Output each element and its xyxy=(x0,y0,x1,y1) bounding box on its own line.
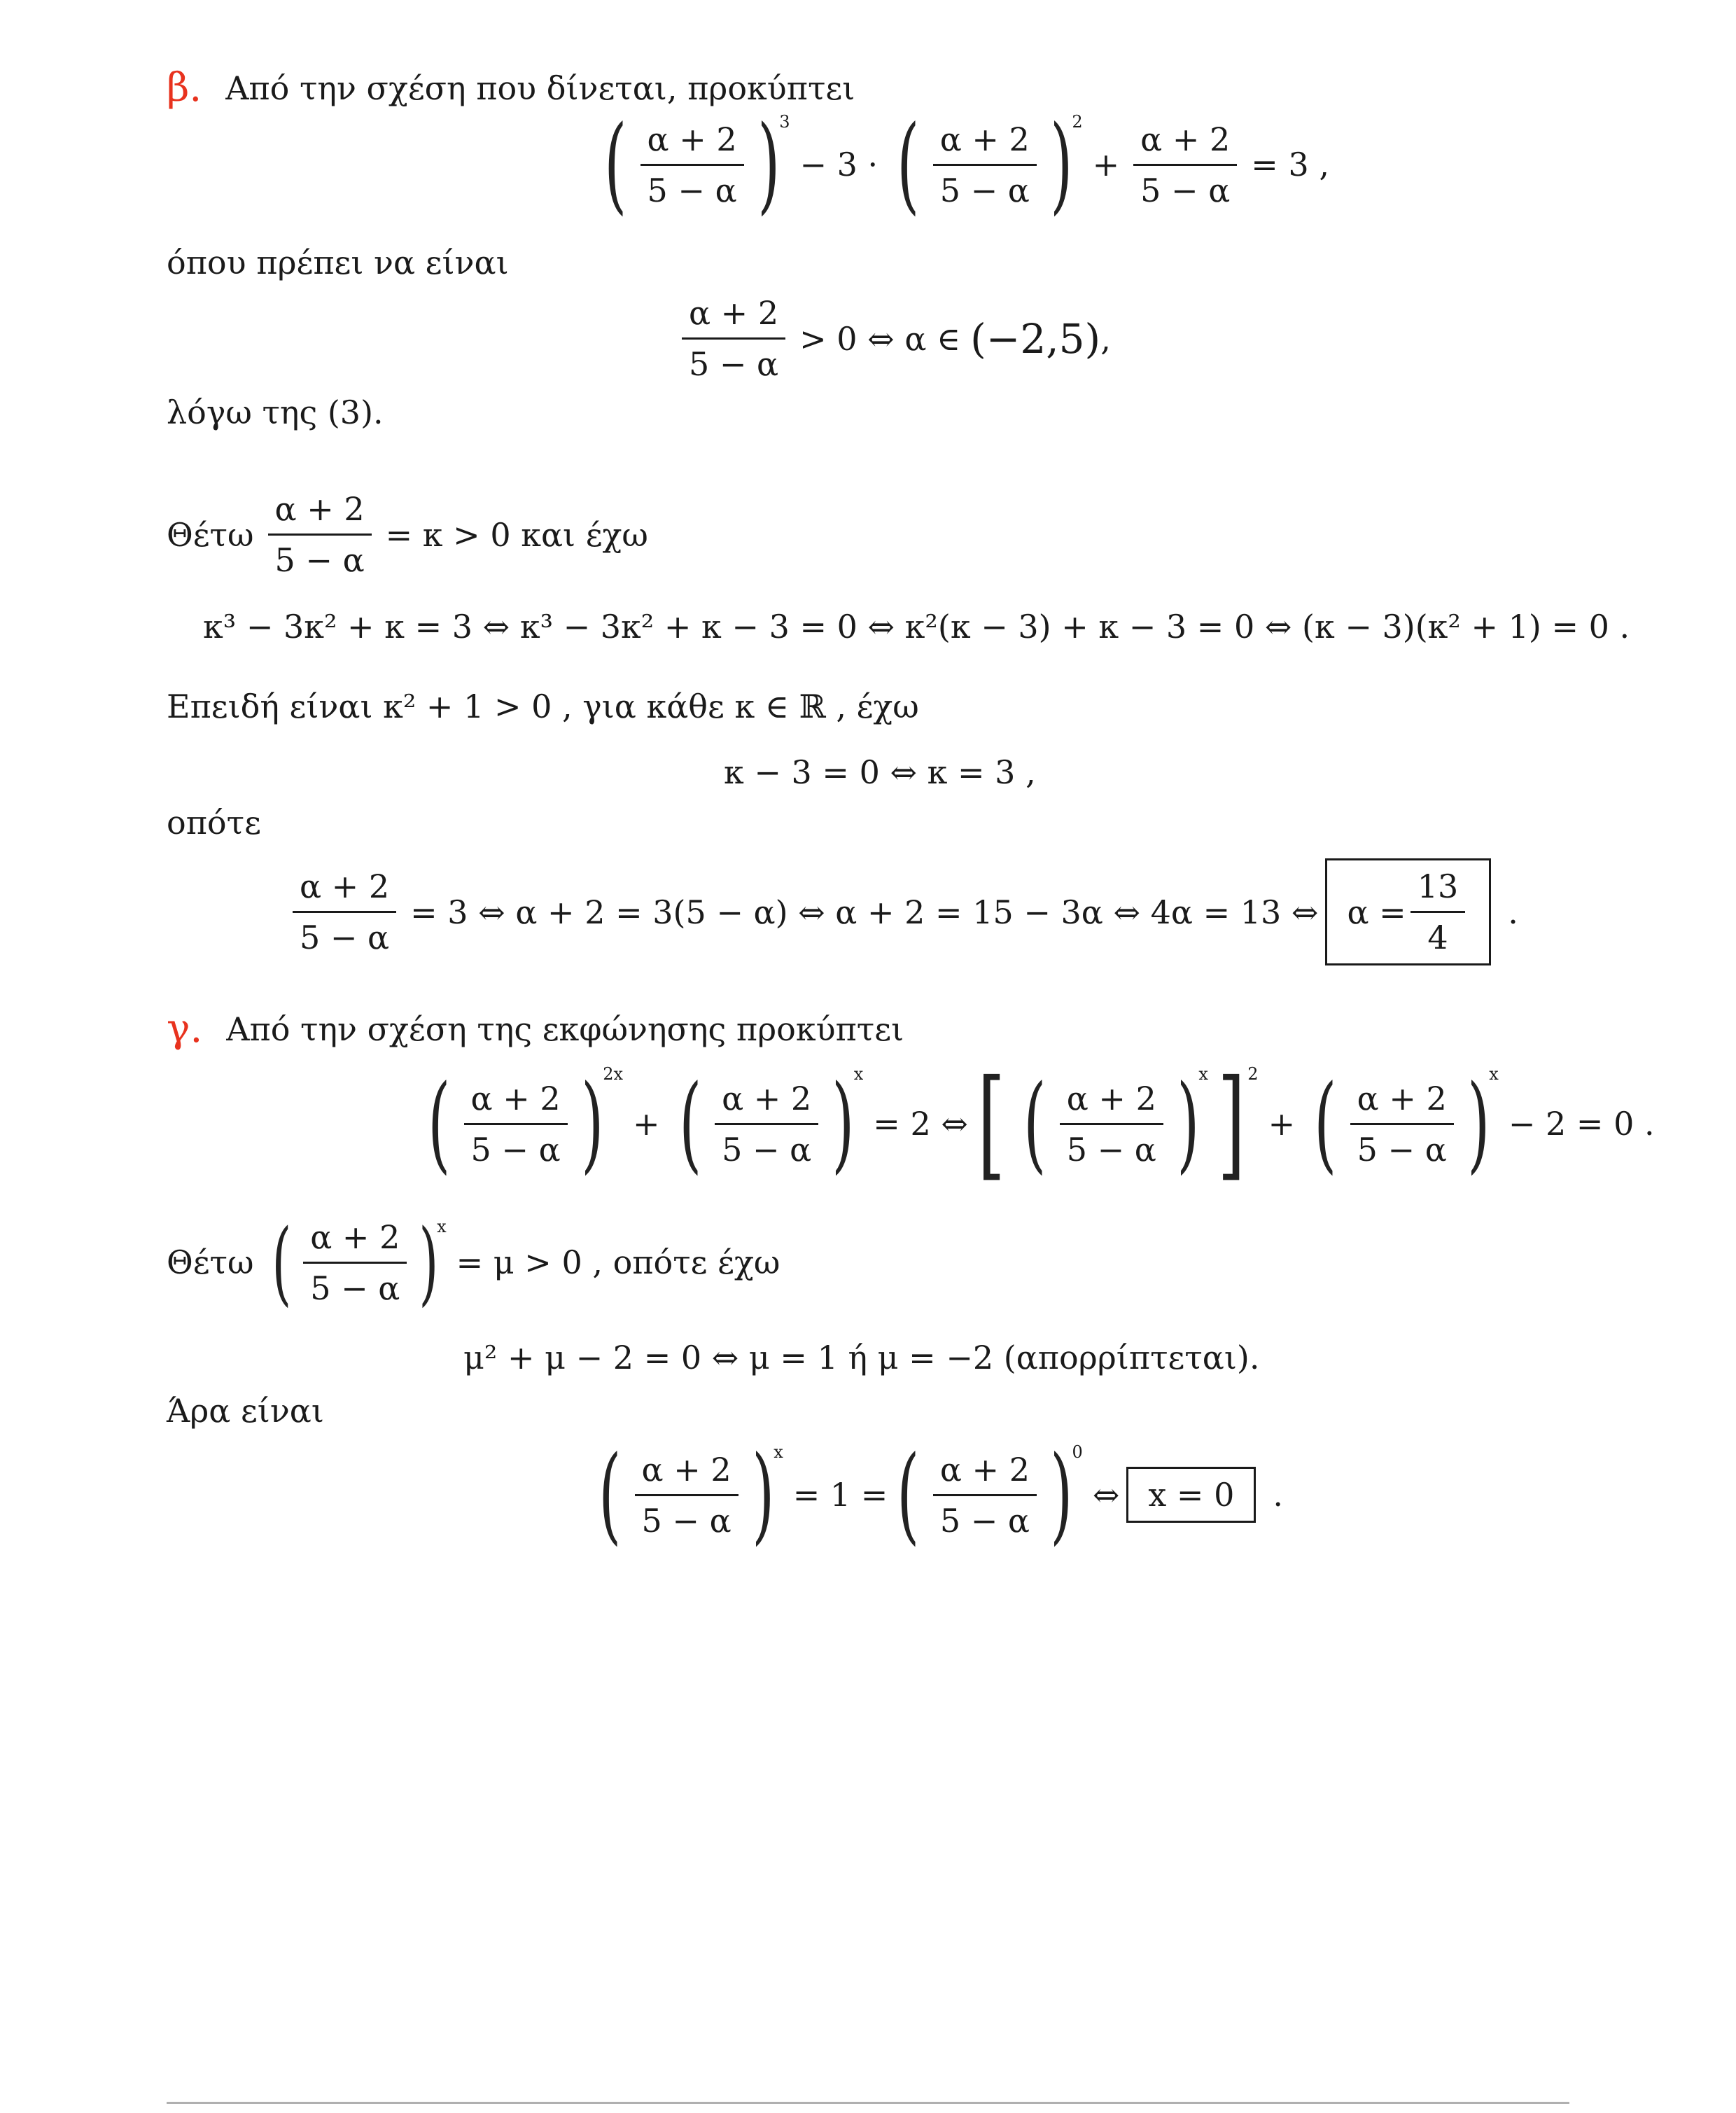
answer-box: α = $\frac{13}{4}$ xyxy=(1325,858,1491,965)
fraction: $\frac{13}{4}$ xyxy=(1410,867,1466,956)
beta-domain-condition: $\frac{\alpha + 2}{5 - \alpha}$ > 0 ⇔ α ∈ (−2,5) , xyxy=(678,294,1111,383)
exponent: x xyxy=(774,1442,783,1462)
gamma-quadratic-line: μ² + μ − 2 = 0 ⇔ μ = 1 ή μ = −2 (απορρίπτεται). xyxy=(463,1339,1260,1376)
beta-solve-line: $\frac{\alpha + 2}{5 - \alpha}$ = 3 ⇔ α + 2 = 3(5 − α) ⇔ α + 2 = 15 − 3α ⇔ 4α = 13 ⇔ α = $\frac{13}{4}$ . xyxy=(288,858,1518,965)
beta-so-line: οπότε xyxy=(167,804,261,842)
fraction: $\frac{\alpha + 2}{5 - \alpha}$ xyxy=(293,867,396,956)
fraction: $\frac{\alpha + 2}{5 - \alpha}$ xyxy=(640,120,744,209)
interval: (−2,5) xyxy=(970,314,1101,363)
beta-due-to-line: λόγω της (3). xyxy=(167,393,384,431)
paren-group: ( $\frac{\alpha + 2}{5 - \alpha}$ ) xyxy=(598,1434,775,1556)
footer-rule xyxy=(167,2102,1569,2104)
gamma-substitution-line: Θέτω ( $\frac{\alpha + 2}{5 - \alpha}$ ) x = μ > 0 , οπότε έχω xyxy=(167,1209,780,1316)
exponent: x xyxy=(853,1064,864,1084)
paren-group: ( $\frac{\alpha + 2}{5 - \alpha}$ ) xyxy=(1023,1063,1200,1185)
fraction: $\frac{\alpha + 2}{5 - \alpha}$ xyxy=(933,1451,1037,1540)
beta-cubic-line: κ³ − 3κ² + κ = 3 ⇔ κ³ − 3κ² + κ − 3 = 0 ⇔ κ²(κ − 3) + κ − 3 = 0 ⇔ (κ − 3)(κ² + 1) = 0 . xyxy=(203,608,1630,646)
fraction: $\frac{\alpha + 2}{5 - \alpha}$ xyxy=(464,1080,568,1169)
beta-since-line: Επειδή είναι κ² + 1 > 0 , για κάθε κ ∈ ℝ , έχω xyxy=(167,688,919,725)
beta-substitution-line: Θέτω $\frac{\alpha + 2}{5 - \alpha}$ = κ > 0 και έχω xyxy=(167,490,648,579)
gamma-equation-1: ( $\frac{\alpha + 2}{5 - \alpha}$ ) 2x + ( $\frac{\alpha + 2}{5 - \alpha}$ ) x = 2 ⇔ [ ( $\frac{\alpha + 2}{5 - \alpha}$ ) x ] 2 + ( $\frac{\alpha + 2}{5 - \alpha}$ ) x − 2 = 0 . xyxy=(419,1064,1655,1183)
exponent: x xyxy=(1198,1064,1208,1084)
paren-group: ( $\frac{\alpha + 2}{5 - \alpha}$ ) xyxy=(271,1209,439,1316)
beta-intro-text: Από την σχέση που δίνεται, προκύπτει xyxy=(225,69,855,107)
paren-group: ( $\frac{\alpha + 2}{5 - \alpha}$ ) xyxy=(678,1063,855,1185)
answer-box: x = 0 xyxy=(1126,1467,1256,1523)
paren-group: ( $\frac{\alpha + 2}{5 - \alpha}$ ) xyxy=(897,104,1073,225)
exponent: 2 xyxy=(1247,1064,1259,1084)
paren-group: ( $\frac{\alpha + 2}{5 - \alpha}$ ) xyxy=(604,104,780,225)
beta-k-line: κ − 3 = 0 ⇔ κ = 3 , xyxy=(724,753,1036,791)
exponent: 3 xyxy=(779,112,790,132)
gamma-intro-line: γ. Από την σχέση της εκφώνησης προκύπτει xyxy=(167,1006,904,1052)
fraction: $\frac{\alpha + 2}{5 - \alpha}$ xyxy=(715,1080,818,1169)
gamma-hence-line: Άρα είναι xyxy=(167,1392,324,1430)
beta-label: β. xyxy=(167,65,202,111)
fraction: $\frac{\alpha + 2}{5 - \alpha}$ xyxy=(682,294,785,383)
fraction: $\frac{\alpha + 2}{5 - \alpha}$ xyxy=(303,1218,407,1307)
beta-intro-line xyxy=(167,65,855,111)
gamma-label: γ. xyxy=(167,1006,203,1052)
gamma-final-line: ( $\frac{\alpha + 2}{5 - \alpha}$ ) x = 1 = ( $\frac{\alpha + 2}{5 - \alpha}$ ) 0 ⇔ x = 0 . xyxy=(589,1442,1283,1547)
paren-group: ( $\frac{\alpha + 2}{5 - \alpha}$ ) xyxy=(897,1434,1073,1556)
fraction: $\frac{\alpha + 2}{5 - \alpha}$ xyxy=(268,490,372,579)
fraction: $\frac{\alpha + 2}{5 - \alpha}$ xyxy=(635,1451,738,1540)
fraction: $\frac{\alpha + 2}{5 - \alpha}$ xyxy=(1133,120,1237,209)
exponent: x xyxy=(437,1217,447,1236)
fraction: $\frac{\alpha + 2}{5 - \alpha}$ xyxy=(933,120,1037,209)
exponent: 2x xyxy=(603,1064,623,1084)
exponent: 2 xyxy=(1072,112,1083,132)
fraction: $\frac{\alpha + 2}{5 - \alpha}$ xyxy=(1350,1080,1454,1169)
exponent: x xyxy=(1489,1064,1499,1084)
beta-must-be-line: όπου πρέπει να είναι xyxy=(167,244,509,281)
fraction: $\frac{\alpha + 2}{5 - \alpha}$ xyxy=(1060,1080,1163,1169)
paren-group: ( $\frac{\alpha + 2}{5 - \alpha}$ ) xyxy=(428,1063,604,1185)
beta-equation-1: ( $\frac{\alpha + 2}{5 - \alpha}$ ) 3 − 3 · ( $\frac{\alpha + 2}{5 - \alpha}$ ) 2 + $\frac{\alpha + 2}{5 - \alpha}$ = 3 , xyxy=(595,112,1329,217)
exponent: 0 xyxy=(1072,1442,1083,1462)
paren-group: ( $\frac{\alpha + 2}{5 - \alpha}$ ) xyxy=(1314,1063,1490,1185)
